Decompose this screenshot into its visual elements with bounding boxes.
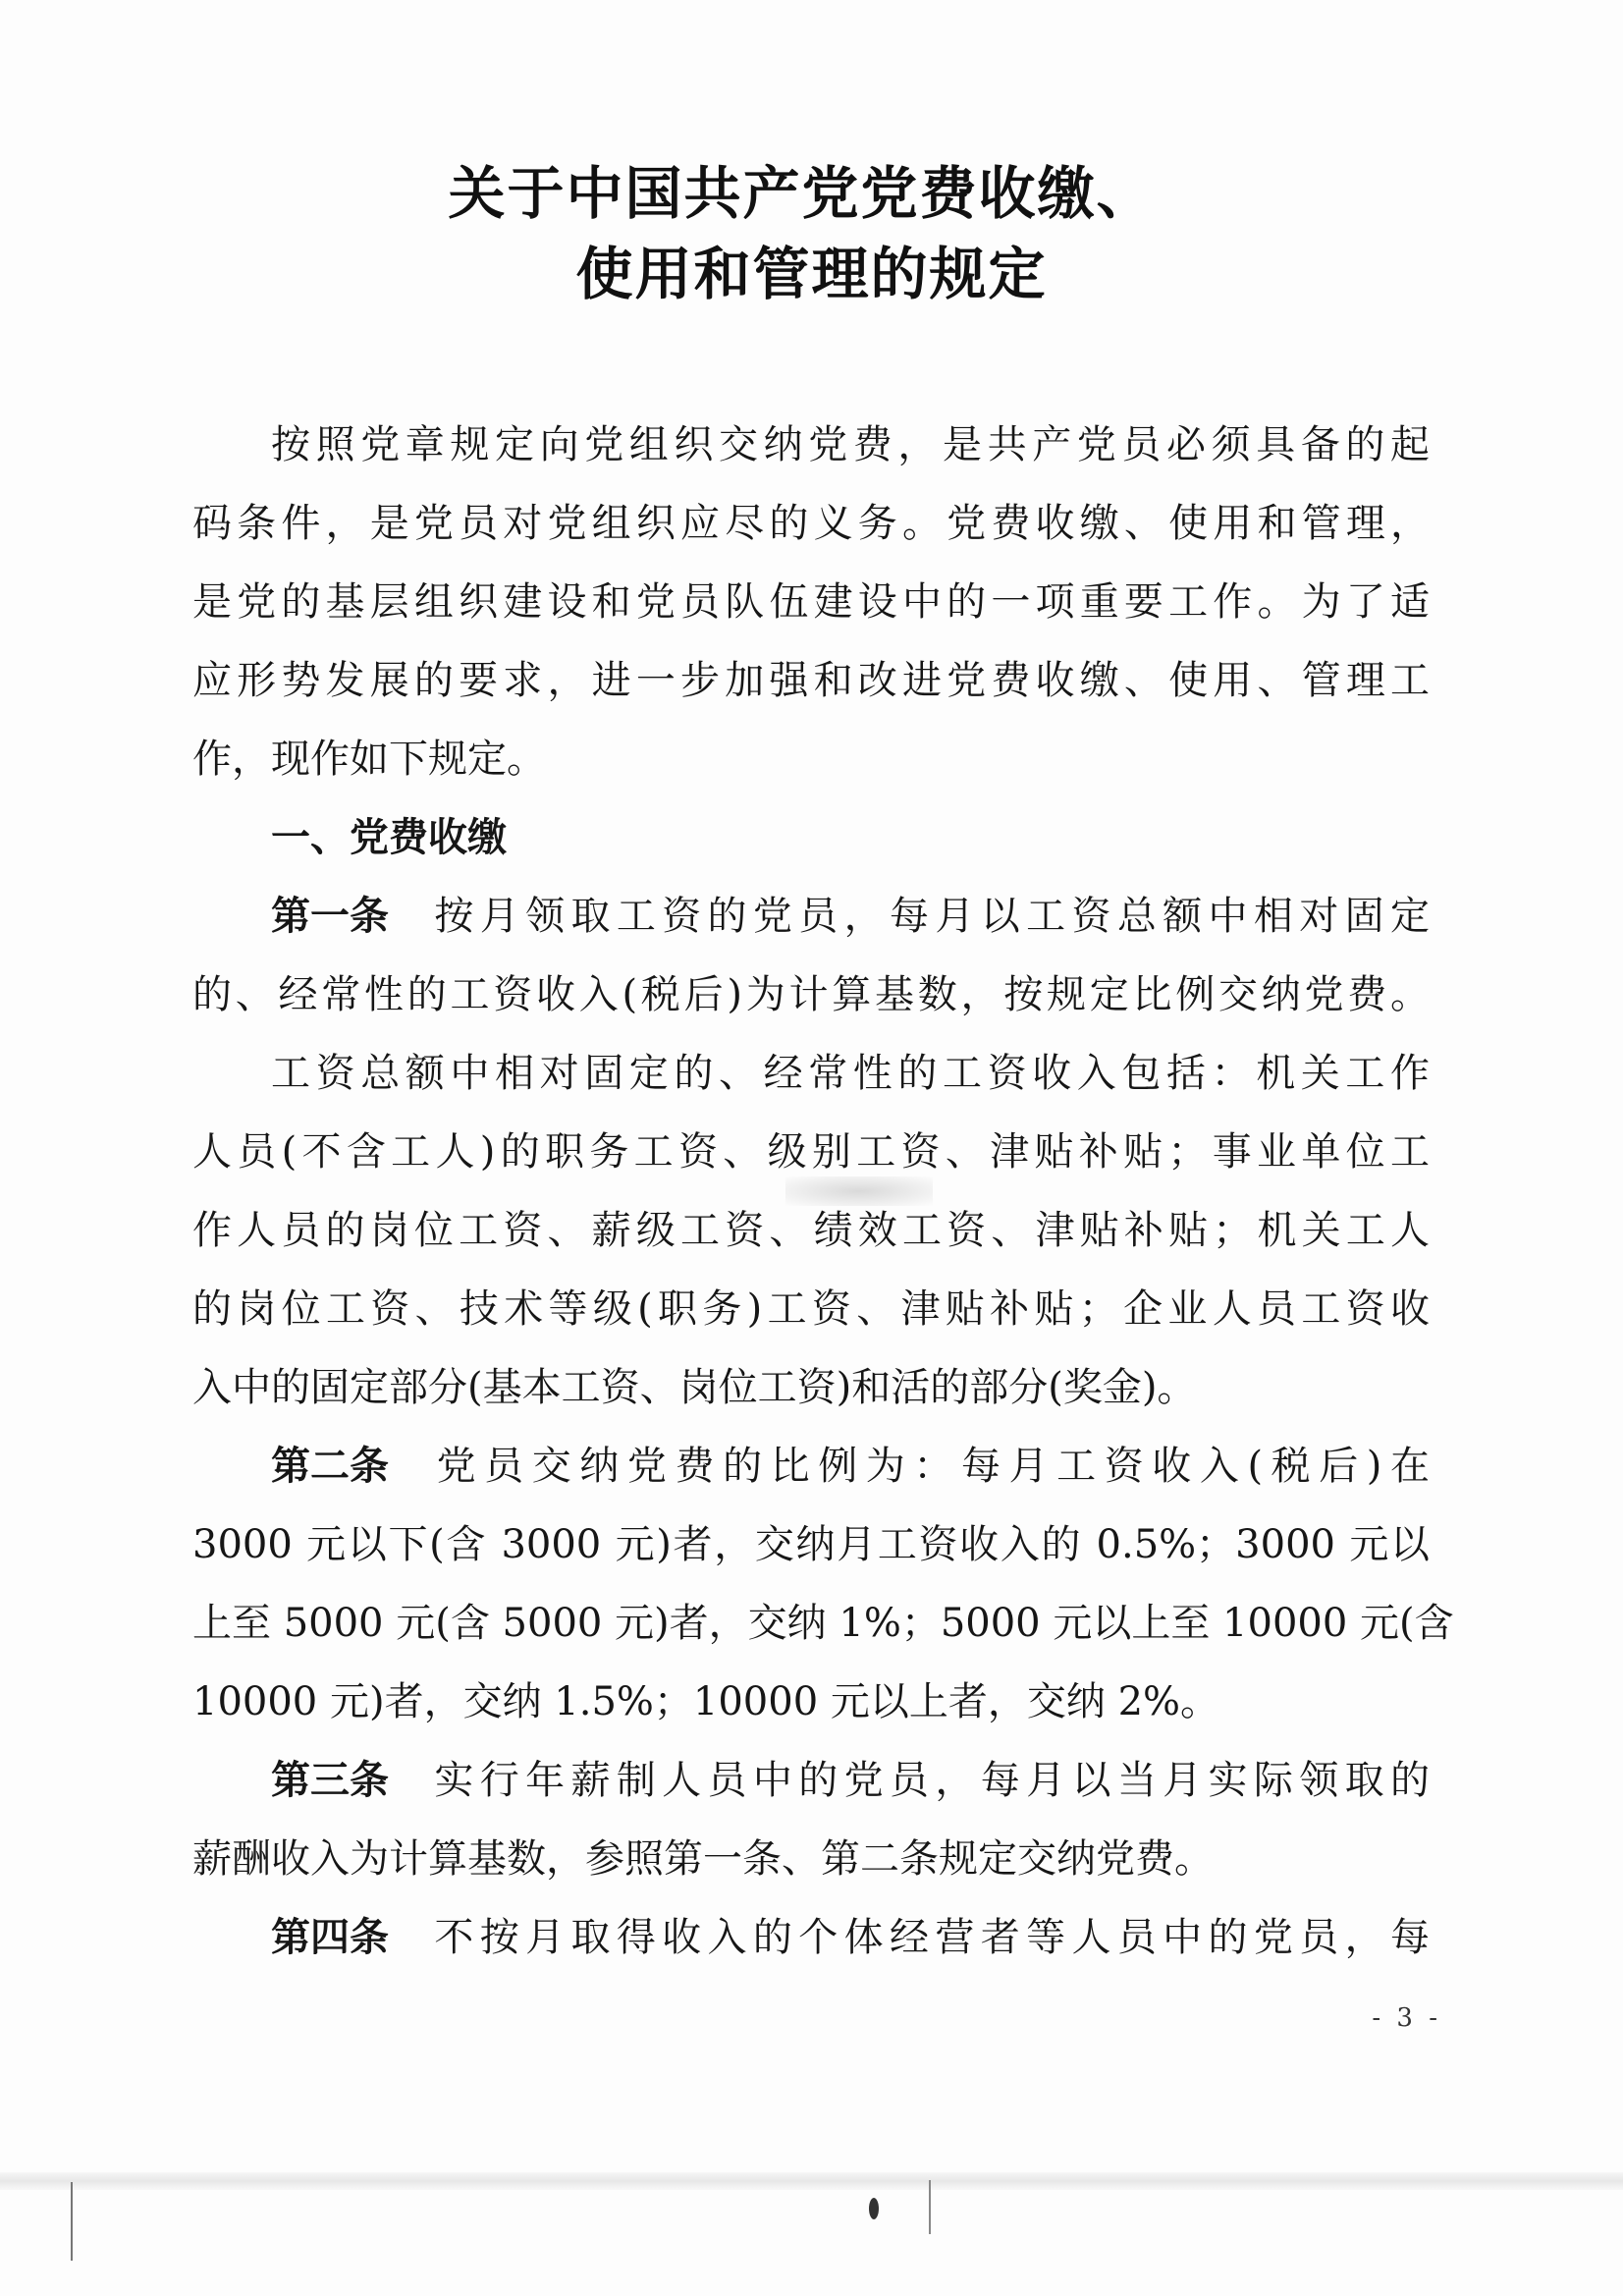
paragraph-line: 码条件，是党员对党组织应尽的义务。党费收缴、使用和管理， [192,501,1430,546]
article-1-label: 第一条 [271,893,389,939]
paragraph-line: 的、经常性的工资收入(税后)为计算基数，按规定比例交纳党费。 [192,972,1430,1017]
article-4-label: 第四条 [271,1914,389,1960]
section-heading: 一、党费收缴 [271,814,507,860]
page-number: - 3 - [1372,2003,1441,2033]
paragraph-line: 薪酬收入为计算基数，参照第一条、第二条规定交纳党费。 [192,1836,1214,1882]
paragraph-line: 10000 元)者，交纳 1.5%；10000 元以上者，交纳 2%。 [192,1679,1220,1724]
paragraph-line: 按照党章规定向党组织交纳党费，是共产党员必须具备的起 [271,422,1430,467]
document-title-line-2: 使用和管理的规定 [575,241,1048,307]
paragraph-line: 是党的基层组织建设和党员队伍建设中的一项重要工作。为了适 [192,579,1430,625]
article-2-line [192,1443,1430,1489]
scan-line-artifact [71,2182,73,2261]
article-2-text: 党员交纳党费的比例为：每月工资收入(税后)在 [428,1444,1430,1489]
paragraph-line: 3000 元以下(含 3000 元)者，交纳月工资收入的 0.5%；3000 元以 [192,1522,1430,1567]
document-title-line-1: 关于中国共产党党费收缴、 [448,160,1156,227]
article-4-line [192,1914,1430,1960]
scan-edge-artifact [0,2172,1623,2190]
article-3-label: 第三条 [271,1757,389,1803]
paragraph-line: 作人员的岗位工资、薪级工资、绩效工资、津贴补贴；机关工人 [192,1208,1430,1253]
scan-smudge [785,1176,933,1206]
paragraph-line: 作，现作如下规定。 [192,737,546,782]
paragraph-line: 的岗位工资、技术等级(职务)工资、津贴补贴；企业人员工资收 [192,1286,1430,1332]
paragraph-line: 应形势发展的要求，进一步加强和改进党费收缴、使用、管理工 [192,658,1430,703]
scan-dot-artifact [869,2198,879,2219]
article-3-text: 实行年薪制人员中的党员，每月以当月实际领取的 [428,1758,1430,1803]
paragraph-line: 入中的固定部分(基本工资、岗位工资)和活的部分(奖金)。 [192,1365,1197,1410]
article-1-text: 按月领取工资的党员，每月以工资总额中相对固定 [428,894,1430,939]
paragraph-line: 人员(不含工人)的职务工资、级别工资、津贴补贴；事业单位工 [192,1129,1430,1175]
paragraph-line: 工资总额中相对固定的、经常性的工资收入包括：机关工作 [271,1051,1430,1096]
scan-line-artifact [929,2180,931,2234]
article-3-line [192,1757,1430,1803]
article-4-text: 不按月取得收入的个体经营者等人员中的党员，每 [428,1915,1430,1960]
article-1-line [192,893,1430,939]
article-2-label: 第二条 [271,1443,389,1489]
paragraph-line: 上至 5000 元(含 5000 元)者，交纳 1%；5000 元以上至 10000 元(含 [192,1601,1454,1646]
